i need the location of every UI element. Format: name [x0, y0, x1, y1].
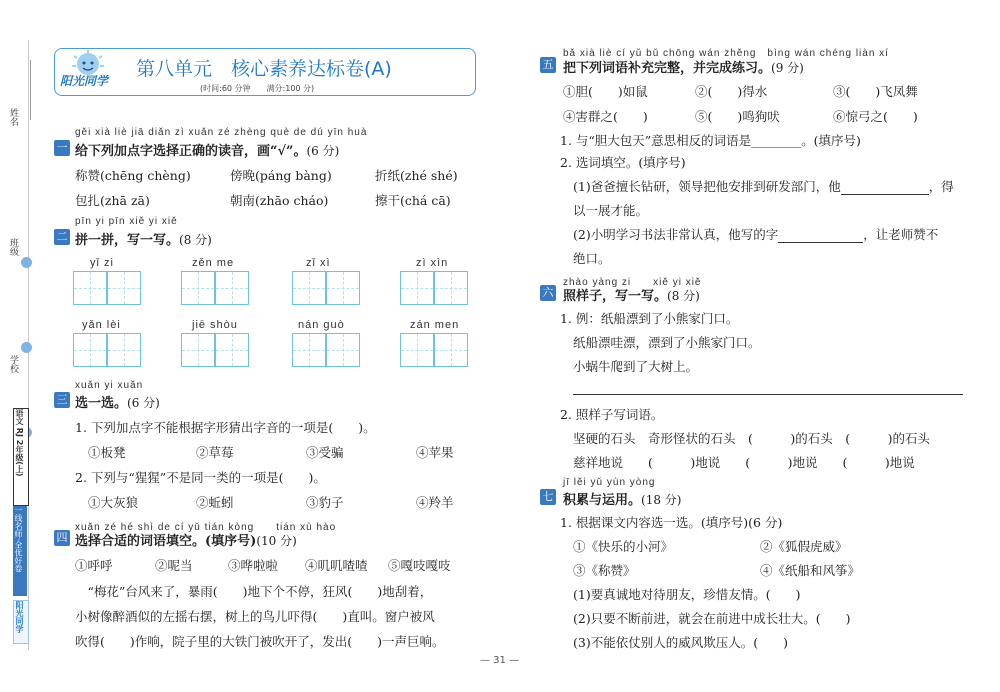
writing-box[interactable]: [434, 271, 468, 305]
s2-score: (8 分): [179, 233, 212, 247]
s2-badge: 二: [54, 229, 70, 245]
s5-pinyin: bǎ xià liè cí yǔ bǔ chōng wán zhěng bìng wán chéng liàn xí: [563, 48, 889, 59]
binding-hole: [21, 342, 32, 353]
s7-book: ③《称赞》: [573, 563, 636, 578]
s5-q2b-end: ，让老师赞不: [863, 227, 939, 242]
s2-py: zǐ xì: [306, 257, 331, 269]
series-text: 一线名师·全优好卷: [14, 506, 23, 573]
s4-badge: 四: [54, 530, 70, 546]
s2-py: zì xìn: [416, 257, 449, 269]
s1-title: [75, 140, 339, 159]
s4-option: ④叽叽喳喳: [305, 558, 368, 573]
s5-title-text: 把下列词语补充完整，并完成练习。: [563, 61, 772, 76]
s6-q1a: 1. 例：纸船漂到了小熊家门口。: [560, 311, 739, 326]
s3-q1: 1. 下列加点字不能根据字形猜出字音的一项是( )。: [75, 420, 376, 435]
s3-option[interactable]: ①大灰狼: [88, 495, 139, 510]
s2-py: yǐ zi: [90, 257, 114, 269]
s2-title: [75, 229, 212, 248]
s3-pinyin: xuǎn yi xuǎn: [75, 380, 144, 391]
s7-badge: 七: [540, 489, 556, 505]
s3-option[interactable]: ①板凳: [88, 445, 126, 460]
side-logo-text: 阳光同学: [15, 601, 24, 633]
s4-passage-line: 吹得( )作响，院子里的大铁门被吹开了，发出( )一声巨响。: [75, 634, 445, 649]
s6-q1b: 纸船漂哇漂，漂到了小熊家门口。: [573, 335, 761, 350]
name-label: 姓名: [8, 108, 18, 126]
answer-line[interactable]: [573, 394, 963, 395]
s4-pinyin: xuǎn zé hé shì de cí yǔ tián kòng tián xù hào: [75, 522, 337, 533]
s4-title: [75, 530, 297, 549]
s1-pinyin: gěi xià liè jiā diǎn zì xuǎn zé zhèng què de dú yīn huà: [75, 127, 368, 138]
writing-box[interactable]: [107, 271, 141, 305]
s7-line: (1)要真诚地对待朋友，珍惜友情。( ): [573, 587, 801, 602]
grade-box: [13, 408, 29, 506]
s6-title-text: 照样子，写一写。: [563, 289, 668, 304]
s2-title-text: 拼一拼，写一写。: [75, 233, 180, 248]
s5-q2b2: 绝口。: [573, 251, 611, 266]
s4-score: (10 分): [256, 534, 297, 548]
writing-box[interactable]: [215, 271, 249, 305]
page-number: — 31 —: [480, 655, 520, 666]
s6-q2b: 慈祥地说 ( )地说 ( )地说 ( )地说: [573, 455, 915, 470]
answer-blank[interactable]: [778, 230, 863, 243]
s4-option: ②呢当: [155, 558, 193, 573]
s4-option: ⑤嘎吱嘎吱: [388, 558, 451, 573]
s6-q2a: 坚硬的石头 奇形怪状的石头 ( )的石头 ( )的石头: [573, 431, 931, 446]
s5-q2a2: 以一展才能。: [573, 203, 649, 218]
s5-q2a-line: [573, 177, 954, 195]
s6-badge: 六: [540, 285, 556, 301]
s2-py: yǎn lèi: [82, 319, 121, 331]
s3-option[interactable]: ②蚯蚓: [196, 495, 234, 510]
s3-title-text: 选一选。: [75, 396, 128, 411]
writing-box[interactable]: [326, 271, 360, 305]
writing-box[interactable]: [181, 333, 215, 367]
s7-q1: 1. 根据课文内容选一选。(填序号)(6 分): [560, 515, 783, 530]
s6-pinyin: zhào yàng zi xiě yi xiě: [563, 277, 702, 288]
writing-box[interactable]: [326, 333, 360, 367]
s1-item: 折纸(zhé shé): [375, 168, 458, 183]
s5-title: [563, 57, 804, 76]
s5-item: ②( )得水: [695, 84, 768, 99]
s7-book: ④《纸船和风筝》: [760, 563, 861, 578]
writing-box[interactable]: [73, 271, 107, 305]
s4-passage-line: 小树像醉酒似的左摇右摆，树上的鸟儿吓得( )直叫。窗户被风: [75, 609, 435, 624]
s4-option: ①呼呼: [75, 558, 113, 573]
s1-score: (6 分): [306, 144, 340, 158]
s3-score: (6 分): [127, 396, 160, 410]
s5-q2a-text: (1)爸爸擅长钻研，领导把他安排到研发部门，他: [573, 179, 841, 194]
time-note: (时间:60 分钟 满分:100 分): [200, 84, 315, 93]
name-line: [30, 60, 31, 120]
s5-item: ⑤( )鸣狗吠: [695, 109, 780, 124]
s2-py: jiē shòu: [192, 319, 238, 331]
s2-pinyin: pīn yi pīn xiě yi xiě: [75, 216, 178, 227]
s5-q2: 2. 选词填空。(填序号): [560, 155, 686, 170]
s7-line: (2)只要不断前进，就会在前进中成长壮大。( ): [573, 611, 851, 626]
answer-blank[interactable]: [841, 182, 929, 195]
s2-py: zán men: [410, 319, 460, 331]
s1-item: 傍晚(páng bàng): [230, 168, 332, 183]
s1-badge: 一: [54, 140, 70, 156]
writing-box[interactable]: [292, 333, 326, 367]
s1-title-text: 给下列加点字选择正确的读音，画“√”。: [75, 144, 307, 159]
s7-book: ①《快乐的小河》: [573, 539, 674, 554]
s3-option[interactable]: ③受骗: [306, 445, 344, 460]
writing-box[interactable]: [107, 333, 141, 367]
s5-score: (9 分): [771, 61, 804, 75]
s5-q1: 1. 与“胆大包天”意思相反的词语是________。(填序号): [560, 133, 861, 148]
s4-passage-line: “梅花”台风来了，暴雨( )地下个不停，狂风( )地刮着，: [75, 584, 433, 599]
s3-option[interactable]: ④羚羊: [416, 495, 454, 510]
s3-option[interactable]: ②草莓: [196, 445, 234, 460]
s6-q2: 2. 照样子写词语。: [560, 407, 664, 422]
s5-q2b-line: [573, 225, 938, 243]
s6-q1c: 小蜗牛爬到了大树上。: [573, 359, 699, 374]
writing-box[interactable]: [434, 333, 468, 367]
s7-title-text: 积累与运用。: [563, 493, 642, 508]
s3-option[interactable]: ③豹子: [306, 495, 344, 510]
page-title: 第八单元 核心素养达标卷(A): [136, 58, 392, 80]
s7-score: (18 分): [641, 493, 682, 507]
s5-item: ③( )飞凤舞: [833, 84, 918, 99]
s6-score: (8 分): [667, 289, 700, 303]
s5-q2a-end: ，得: [928, 179, 954, 194]
s2-py: nán guò: [298, 319, 345, 331]
s5-item: ①胆( )如鼠: [563, 84, 648, 99]
s5-badge: 五: [540, 57, 556, 73]
s6-title: [563, 285, 700, 304]
series-box: [13, 506, 27, 596]
s7-pinyin: jī lěi yǔ yùn yòng: [563, 477, 656, 488]
writing-box[interactable]: [181, 271, 215, 305]
writing-box[interactable]: [73, 333, 107, 367]
writing-box[interactable]: [400, 271, 434, 305]
s7-line: (3)不能依仗别人的威风欺压人。( ): [573, 635, 788, 650]
s1-item: 包扎(zhā zā): [75, 193, 150, 208]
logo-text: 阳光同学: [60, 74, 109, 88]
binding-hole: [21, 257, 32, 268]
grade-text: 语文 RJ 2年级(上): [15, 409, 24, 477]
s1-item: 朝南(zhāo cháo): [230, 193, 329, 208]
s7-book: ②《狐假虎威》: [760, 539, 848, 554]
s5-item: ④害群之( ): [563, 109, 648, 124]
s7-title: [563, 489, 681, 508]
s3-title: [75, 392, 160, 411]
s2-py: zěn me: [192, 257, 235, 269]
class-label: 班级: [8, 238, 18, 256]
s3-q2: 2. 下列与“猩猩”不是同一类的一项是( )。: [75, 470, 326, 485]
s3-badge: 三: [54, 392, 70, 408]
s5-item: ⑥惊弓之( ): [833, 109, 918, 124]
s1-item: 擦干(chá cā): [375, 193, 451, 208]
s5-q2b-text: (2)小明学习书法非常认真，他写的字: [573, 227, 779, 242]
s4-option: ③哗啦啦: [228, 558, 279, 573]
s3-option[interactable]: ④苹果: [416, 445, 454, 460]
s4-title-text: 选择合适的词语填空。(填序号): [75, 534, 257, 549]
writing-box[interactable]: [292, 271, 326, 305]
side-logo: [13, 600, 29, 644]
s1-item: 称赞(chēng chèng): [75, 168, 191, 183]
writing-box[interactable]: [400, 333, 434, 367]
writing-box[interactable]: [215, 333, 249, 367]
school-label: 学校: [8, 355, 18, 373]
